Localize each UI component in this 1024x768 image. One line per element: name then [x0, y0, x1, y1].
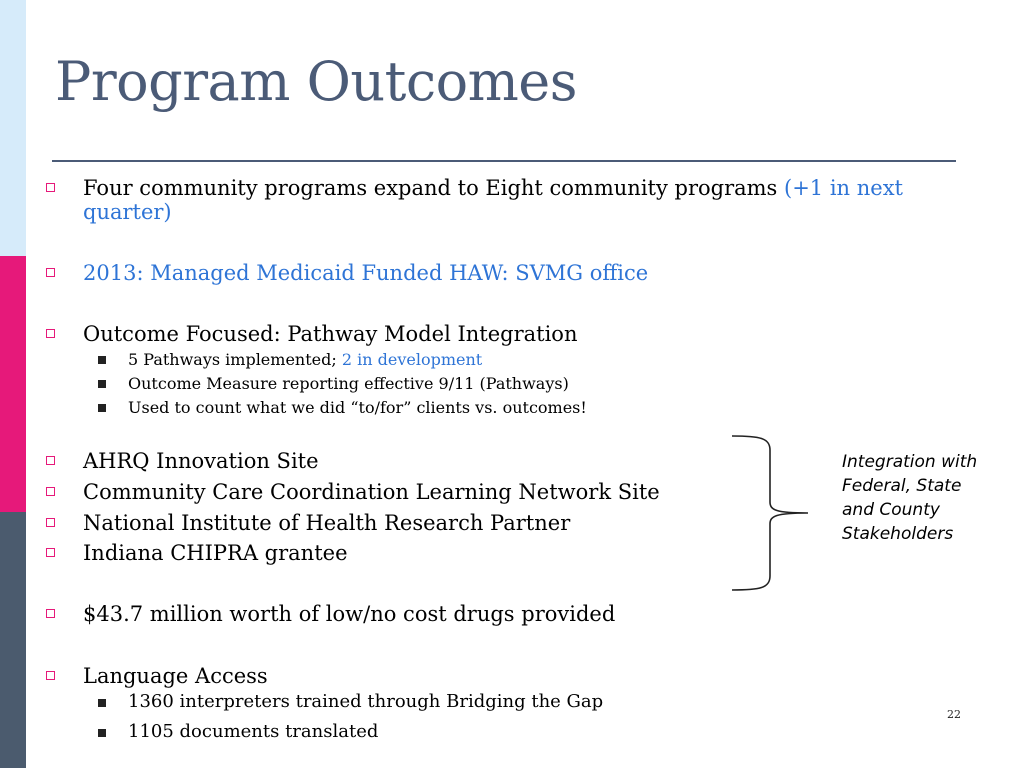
side-accent-slate — [0, 512, 26, 768]
bullet-square-icon — [46, 456, 55, 465]
bullet-text: Outcome Focused: Pathway Model Integration — [83, 322, 578, 346]
bullet-text: Community Care Coordination Learning Network Site — [83, 480, 660, 504]
sub-bullet-text: 1105 documents translated — [128, 721, 379, 742]
bullet-text — [83, 176, 943, 224]
right-brace-icon — [730, 432, 820, 594]
bullet-text: Indiana CHIPRA grantee — [83, 541, 348, 565]
sub-bullet-text: 1360 interpreters trained through Bridging the Gap — [128, 691, 604, 712]
sub-bullet-main-text: 5 Pathways implemented; — [128, 350, 342, 369]
bullet-square-icon — [46, 329, 55, 338]
bullet-text: 2013: Managed Medicaid Funded HAW: SVMG office — [83, 261, 649, 285]
page-number: 22 — [947, 708, 961, 721]
bullet-text: $43.7 million worth of low/no cost drugs provided — [83, 602, 616, 626]
bullet-note-text: (+1 in next quarter) — [83, 176, 903, 224]
bullet-square-icon — [46, 518, 55, 527]
bullet-square-icon — [46, 183, 55, 192]
bullet-square-icon — [46, 609, 55, 618]
sub-bullet-square-icon — [98, 404, 106, 412]
bullet-square-icon — [46, 671, 55, 680]
sub-bullet-square-icon — [98, 699, 106, 707]
bullet-text: National Institute of Health Research Partner — [83, 511, 571, 535]
slide-title: Program Outcomes — [55, 50, 577, 113]
sub-bullet-square-icon — [98, 380, 106, 388]
sub-bullet-text: Outcome Measure reporting effective 9/11 (Pathways) — [128, 374, 569, 393]
bullet-square-icon — [46, 548, 55, 557]
sub-bullet-note-text: 2 in development — [341, 350, 483, 369]
sub-bullet-square-icon — [98, 729, 106, 737]
sub-bullet-text: Used to count what we did “to/for” clients vs. outcomes! — [128, 398, 587, 417]
brace-annotation: Integration with Federal, State and County Stakeholders — [842, 452, 978, 544]
side-accent-light — [0, 0, 26, 256]
bullet-square-icon — [46, 268, 55, 277]
side-accent-pink — [0, 256, 26, 512]
bullet-square-icon — [46, 487, 55, 496]
title-divider — [52, 160, 956, 162]
sub-bullet-square-icon — [98, 356, 106, 364]
bullet-main-text: Four community programs expand to Eight community programs — [83, 176, 784, 200]
bullet-text: Language Access — [83, 664, 268, 688]
bullet-text: AHRQ Innovation Site — [83, 449, 319, 473]
sub-bullet-text — [128, 350, 482, 370]
